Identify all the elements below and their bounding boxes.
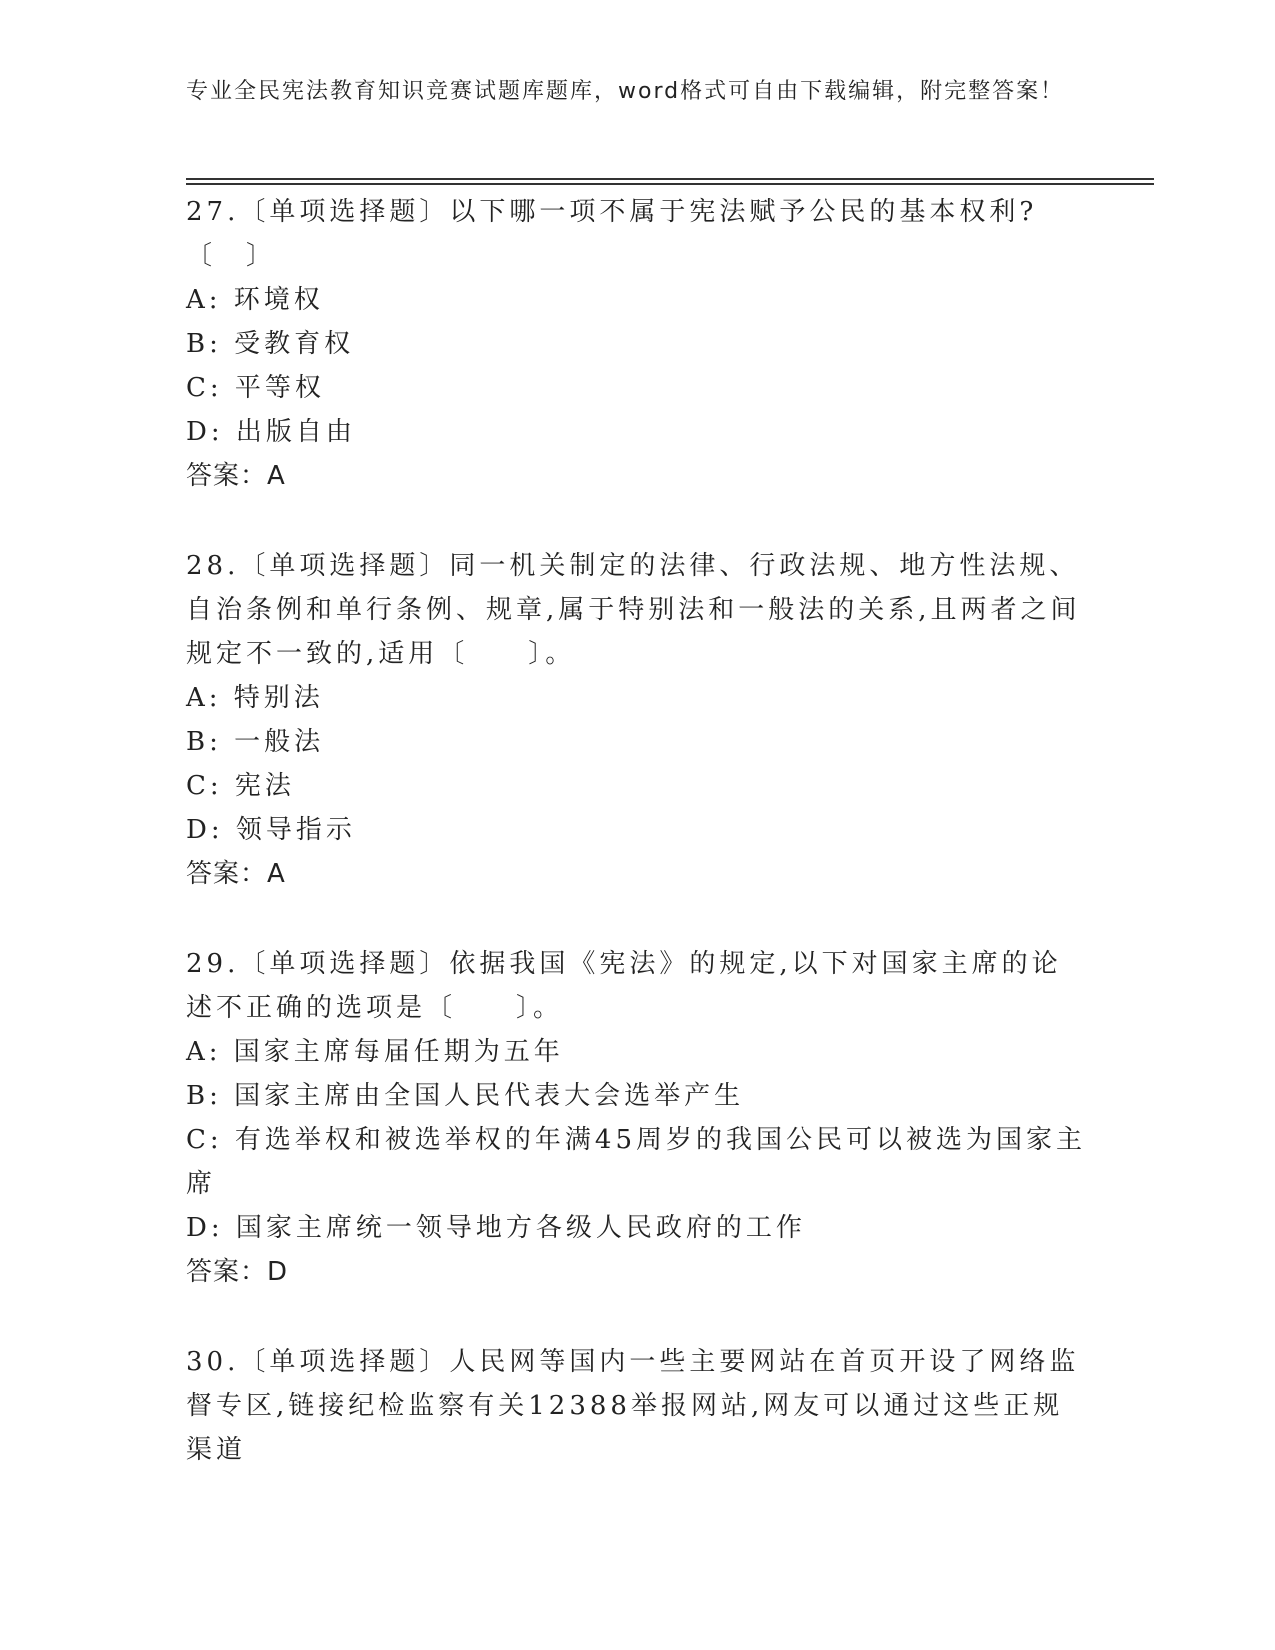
option-a: A: 国家主席每届任期为五年	[186, 1037, 564, 1067]
option-c: C: 宪法	[186, 771, 295, 801]
question-item	[186, 544, 1086, 896]
answer-text: 答案：D	[186, 1257, 289, 1287]
header-divider-top	[186, 178, 1154, 180]
document-header: 专业全民宪法教育知识竞赛试题库题库，word格式可自由下载编辑，附完整答案！	[186, 79, 1065, 104]
question-text: 29.〔单项选择题〕依据我国《宪法》的规定,以下对国家主席的论述不正确的选项是〔 〕。	[186, 949, 1062, 1023]
option-b: B: 国家主席由全国人民代表大会选举产生	[186, 1081, 745, 1111]
answer-text: 答案：A	[186, 461, 286, 491]
question-text: 27.〔单项选择题〕以下哪一项不属于宪法赋予公民的基本权利?〔 〕	[186, 197, 1038, 271]
header-divider-bottom	[186, 183, 1154, 185]
question-item	[186, 190, 1086, 498]
option-c: C: 平等权	[186, 373, 325, 403]
question-item	[186, 942, 1086, 1294]
option-d: D: 出版自由	[186, 417, 356, 447]
option-b: B: 一般法	[186, 727, 325, 757]
option-a: A: 环境权	[186, 285, 324, 315]
option-d: D: 国家主席统一领导地方各级人民政府的工作	[186, 1213, 806, 1243]
option-d: D: 领导指示	[186, 815, 356, 845]
option-a: A: 特别法	[186, 683, 324, 713]
question-list	[186, 190, 1086, 1518]
question-text: 30.〔单项选择题〕人民网等国内一些主要网站在首页开设了网络监督专区,链接纪检监察有关12388举报网站,网友可以通过这些正规渠道	[186, 1347, 1080, 1465]
question-text: 28.〔单项选择题〕同一机关制定的法律、行政法规、地方性法规、自治条例和单行条例、规章,属于特别法和一般法的关系,且两者之间规定不一致的,适用〔 〕。	[186, 551, 1081, 669]
option-b: B: 受教育权	[186, 329, 355, 359]
answer-text: 答案：A	[186, 859, 286, 889]
option-c: C: 有选举权和被选举权的年满45周岁的我国公民可以被选为国家主席	[186, 1125, 1087, 1199]
question-item	[186, 1340, 1086, 1472]
